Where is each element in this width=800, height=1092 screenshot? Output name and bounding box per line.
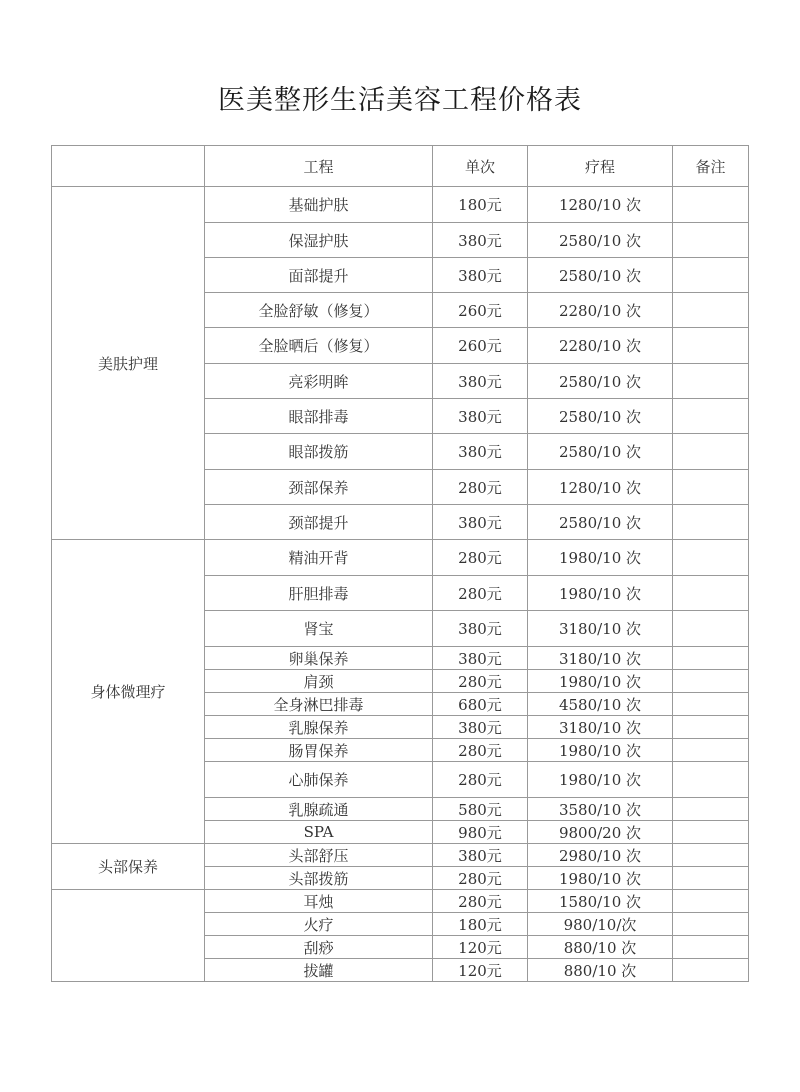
project-cell: 眼部拨筋 [205, 434, 433, 470]
note-cell [673, 434, 749, 470]
project-cell: SPA [205, 821, 433, 844]
single-price-cell: 280元 [433, 670, 528, 693]
table-row [52, 540, 749, 576]
single-price-cell: 380元 [433, 364, 528, 399]
single-price-cell: 280元 [433, 470, 528, 505]
header-single: 单次 [433, 146, 528, 187]
single-price-cell: 120元 [433, 959, 528, 982]
note-cell [673, 647, 749, 670]
header-category [52, 146, 205, 187]
single-price-cell: 580元 [433, 798, 528, 821]
project-cell: 基础护肤 [205, 187, 433, 223]
single-price-cell: 380元 [433, 399, 528, 434]
project-cell: 乳腺疏通 [205, 798, 433, 821]
header-project: 工程 [205, 146, 433, 187]
course-price-cell: 2580/10 次 [528, 434, 673, 470]
project-cell: 头部舒压 [205, 844, 433, 867]
note-cell [673, 821, 749, 844]
project-cell: 耳烛 [205, 890, 433, 913]
course-price-cell: 1980/10 次 [528, 739, 673, 762]
project-cell: 头部拨筋 [205, 867, 433, 890]
note-cell [673, 762, 749, 798]
project-cell: 乳腺保养 [205, 716, 433, 739]
project-cell: 肝胆排毒 [205, 576, 433, 611]
single-price-cell: 380元 [433, 716, 528, 739]
category-cell: 美肤护理 [52, 187, 205, 540]
single-price-cell: 280元 [433, 762, 528, 798]
single-price-cell: 260元 [433, 328, 528, 364]
note-cell [673, 540, 749, 576]
single-price-cell: 280元 [433, 540, 528, 576]
single-price-cell: 120元 [433, 936, 528, 959]
project-cell: 面部提升 [205, 258, 433, 293]
page-title: 医美整形生活美容工程价格表 [218, 85, 582, 116]
table-row [52, 187, 749, 223]
project-cell: 全脸晒后（修复） [205, 328, 433, 364]
single-price-cell: 260元 [433, 293, 528, 328]
project-cell: 拔罐 [205, 959, 433, 982]
course-price-cell: 2580/10 次 [528, 505, 673, 540]
course-price-cell: 3580/10 次 [528, 798, 673, 821]
project-cell: 眼部排毒 [205, 399, 433, 434]
single-price-cell: 380元 [433, 434, 528, 470]
note-cell [673, 364, 749, 399]
note-cell [673, 576, 749, 611]
project-cell: 颈部保养 [205, 470, 433, 505]
course-price-cell: 1980/10 次 [528, 540, 673, 576]
project-cell: 肩颈 [205, 670, 433, 693]
course-price-cell: 2580/10 次 [528, 399, 673, 434]
single-price-cell: 180元 [433, 913, 528, 936]
note-cell [673, 890, 749, 913]
project-cell: 卵巢保养 [205, 647, 433, 670]
course-price-cell: 3180/10 次 [528, 716, 673, 739]
note-cell [673, 505, 749, 540]
single-price-cell: 680元 [433, 693, 528, 716]
course-price-cell: 1980/10 次 [528, 576, 673, 611]
course-price-cell: 2580/10 次 [528, 364, 673, 399]
table-header-row [52, 146, 749, 187]
single-price-cell: 380元 [433, 505, 528, 540]
note-cell [673, 936, 749, 959]
note-cell [673, 470, 749, 505]
project-cell: 精油开背 [205, 540, 433, 576]
project-cell: 刮痧 [205, 936, 433, 959]
project-cell: 保湿护肤 [205, 223, 433, 258]
course-price-cell: 1980/10 次 [528, 670, 673, 693]
note-cell [673, 223, 749, 258]
course-price-cell: 3180/10 次 [528, 611, 673, 647]
category-cell: 身体微理疗 [52, 540, 205, 844]
course-price-cell: 2280/10 次 [528, 293, 673, 328]
course-price-cell: 880/10 次 [528, 936, 673, 959]
single-price-cell: 280元 [433, 739, 528, 762]
single-price-cell: 380元 [433, 647, 528, 670]
course-price-cell: 980/10/次 [528, 913, 673, 936]
price-table [51, 145, 749, 982]
project-cell: 颈部提升 [205, 505, 433, 540]
course-price-cell: 1580/10 次 [528, 890, 673, 913]
single-price-cell: 280元 [433, 890, 528, 913]
course-price-cell: 3180/10 次 [528, 647, 673, 670]
note-cell [673, 716, 749, 739]
course-price-cell: 9800/20 次 [528, 821, 673, 844]
note-cell [673, 913, 749, 936]
single-price-cell: 380元 [433, 258, 528, 293]
project-cell: 亮彩明眸 [205, 364, 433, 399]
course-price-cell: 2580/10 次 [528, 258, 673, 293]
course-price-cell: 880/10 次 [528, 959, 673, 982]
single-price-cell: 380元 [433, 611, 528, 647]
note-cell [673, 739, 749, 762]
table-row [52, 844, 749, 867]
note-cell [673, 187, 749, 223]
note-cell [673, 670, 749, 693]
project-cell: 全身淋巴排毒 [205, 693, 433, 716]
note-cell [673, 959, 749, 982]
note-cell [673, 293, 749, 328]
course-price-cell: 1280/10 次 [528, 470, 673, 505]
note-cell [673, 798, 749, 821]
category-cell [52, 890, 205, 982]
single-price-cell: 280元 [433, 576, 528, 611]
table-row [52, 890, 749, 913]
category-cell: 头部保养 [52, 844, 205, 890]
course-price-cell: 1980/10 次 [528, 762, 673, 798]
project-cell: 肠胃保养 [205, 739, 433, 762]
header-note: 备注 [673, 146, 749, 187]
note-cell [673, 328, 749, 364]
project-cell: 肾宝 [205, 611, 433, 647]
single-price-cell: 980元 [433, 821, 528, 844]
project-cell: 全脸舒敏（修复） [205, 293, 433, 328]
note-cell [673, 258, 749, 293]
course-price-cell: 4580/10 次 [528, 693, 673, 716]
header-course: 疗程 [528, 146, 673, 187]
single-price-cell: 180元 [433, 187, 528, 223]
note-cell [673, 693, 749, 716]
single-price-cell: 380元 [433, 223, 528, 258]
note-cell [673, 844, 749, 867]
course-price-cell: 2280/10 次 [528, 328, 673, 364]
note-cell [673, 867, 749, 890]
note-cell [673, 399, 749, 434]
course-price-cell: 1980/10 次 [528, 867, 673, 890]
single-price-cell: 380元 [433, 844, 528, 867]
note-cell [673, 611, 749, 647]
course-price-cell: 2580/10 次 [528, 223, 673, 258]
project-cell: 火疗 [205, 913, 433, 936]
single-price-cell: 280元 [433, 867, 528, 890]
course-price-cell: 2980/10 次 [528, 844, 673, 867]
course-price-cell: 1280/10 次 [528, 187, 673, 223]
project-cell: 心肺保养 [205, 762, 433, 798]
